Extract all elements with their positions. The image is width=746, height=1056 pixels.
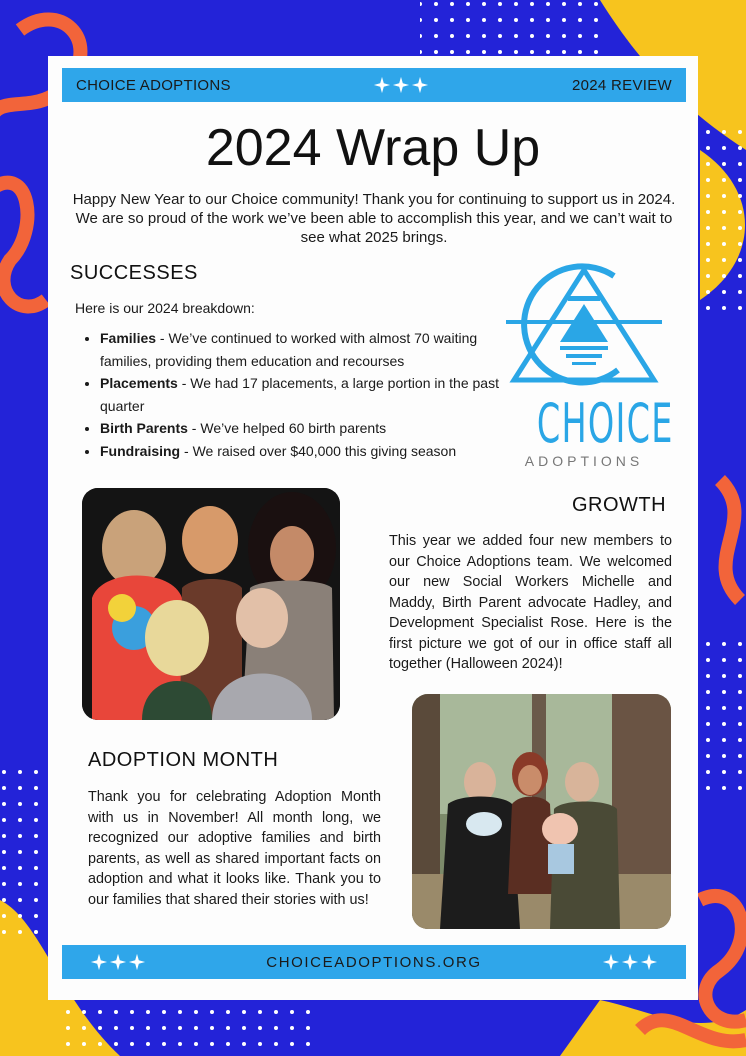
logo-subtitle: ADOPTIONS <box>524 453 644 469</box>
logo-wordmark: CHOICE <box>536 392 674 455</box>
list-item-term: Birth Parents <box>100 420 188 436</box>
successes-heading: SUCCESSES <box>70 262 198 284</box>
list-item-term: Fundraising <box>100 442 181 459</box>
list-item <box>100 327 500 372</box>
successes-lead: Here is our 2024 breakdown: <box>75 300 255 316</box>
stars-icon <box>90 953 146 971</box>
page-title: 2024 Wrap Up <box>205 119 541 177</box>
list-item-term: Placements <box>100 375 178 391</box>
list-item <box>100 372 500 417</box>
adoption-month-heading: ADOPTION MONTH <box>88 749 279 771</box>
list-item-term: Families <box>100 330 157 346</box>
staff-photo <box>82 488 340 720</box>
list-item-text: - We’ve helped 60 birth parents <box>187 420 387 436</box>
list-item <box>100 417 500 440</box>
adoption-month-text: Thank you for celebrating Adoption Month with us in November! All month long, we recognized our adoptive families and birth parents, as well as shared important facts on adoption and what it looks like. Thank you to our families that shared their stories with us! <box>88 789 381 908</box>
header-org: CHOICE ADOPTIONS <box>76 76 231 94</box>
list-item <box>100 440 500 463</box>
footer-band <box>62 945 686 979</box>
header-label: 2024 REVIEW <box>571 76 672 94</box>
header-band <box>62 68 686 102</box>
successes-list <box>82 327 500 462</box>
stars-icon <box>602 953 658 971</box>
list-item-text: - We had 17 placements, a large portion in the past quarter <box>100 375 499 414</box>
family-photo <box>412 694 671 929</box>
list-item-text: - We’ve continued to worked with almost 70 waiting families, providing them education and recourses <box>100 330 478 369</box>
growth-heading: GROWTH <box>572 494 667 516</box>
list-item-text: - We raised over $40,000 this giving season <box>180 442 457 459</box>
growth-text: This year we added four new members to our Choice Adoptions team. We welcomed our new Social Workers Michelle and Maddy, Birth Parent advocate Hadley, and Development Specialist Rose. Here is the first picture we got of our in office staff all together (Halloween 2024)! <box>389 533 672 672</box>
footer-url-link[interactable]: CHOICEADOPTIONS.ORG <box>266 953 482 971</box>
intro-text: Happy New Year to our Choice community! Thank you for continuing to support us in 2024. We are so proud of the work we’ve been able to accomplish this year, and we can’t wait to see what 2025 brings. <box>72 191 676 246</box>
choice-logo-icon <box>506 262 662 392</box>
stars-icon <box>373 76 429 94</box>
